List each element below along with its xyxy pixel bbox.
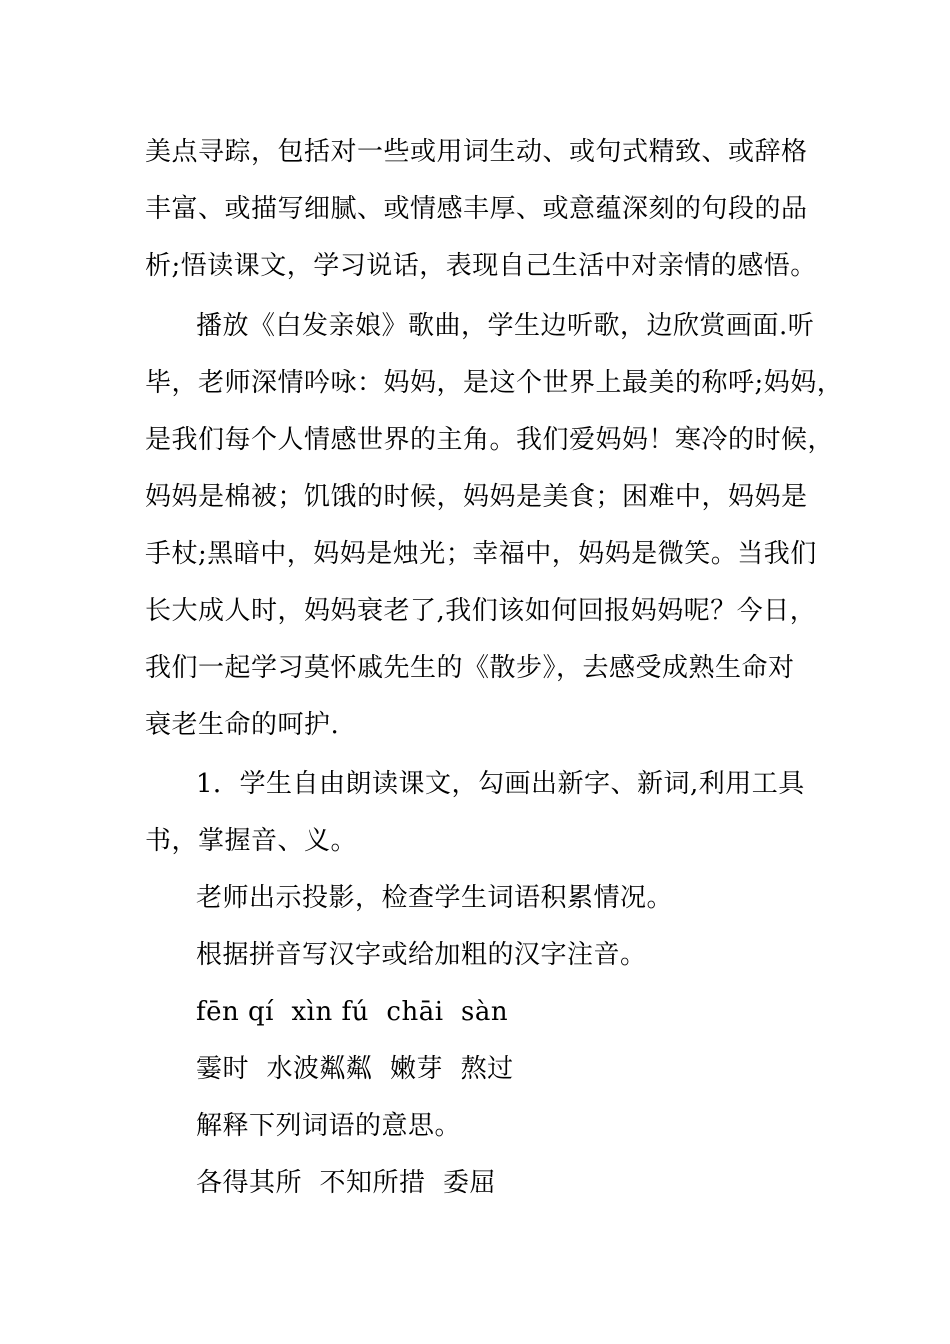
- text-line-1: 美点寻踪，包括对一些或用词生动、或句式精致、或辞格: [145, 137, 808, 167]
- text-line-5: 毕，老师深情吟咏：妈妈，是这个世界上最美的称呼;妈妈，: [145, 368, 844, 398]
- text-line-13: 书，掌握音、义。: [145, 826, 358, 856]
- text-line-2: 丰富、或描写细腻、或情感丰厚、或意蕴深刻的句段的品: [145, 194, 808, 224]
- text-line-4: 播放《白发亲娘》歌曲，学生边听歌，边欣赏画面.听: [196, 311, 815, 341]
- text-line-3: 析;悟读课文，学习说话，表现自己生活中对亲情的感悟。: [145, 251, 817, 281]
- text-line-18: 解释下列词语的意思。: [196, 1111, 462, 1141]
- pinyin-line: fēn qí xìn fú chāi sàn: [196, 997, 509, 1027]
- text-line-9: 长大成人时，妈妈衰老了,我们该如何回报妈妈呢？今日，: [145, 596, 817, 626]
- text-line-15: 根据拼音写汉字或给加粗的汉字注音。: [196, 940, 647, 970]
- text-line-7: 妈妈是棉被；饥饿的时候，妈妈是美食；困难中，妈妈是: [145, 482, 808, 512]
- text-line-12: 1．学生自由朗读课文，勾画出新字、新词,利用工具: [196, 769, 805, 799]
- text-line-8: 手杖;黑暗中，妈妈是烛光；幸福中，妈妈是微笑。当我们: [145, 539, 817, 569]
- text-line-10: 我们一起学习莫怀戚先生的《散步》，去感受成熟生命对: [145, 653, 795, 683]
- vocabulary-line-1: 霎时 水波粼粼 嫩芽 熬过: [196, 1054, 514, 1084]
- text-line-11: 衰老生命的呵护.: [145, 710, 340, 740]
- text-line-6: 是我们每个人情感世界的主角。我们爱妈妈！寒冷的时候，: [145, 425, 835, 455]
- vocabulary-line-2: 各得其所 不知所措 委屈: [196, 1168, 497, 1198]
- text-line-14: 老师出示投影，检查学生词语积累情况。: [196, 883, 674, 913]
